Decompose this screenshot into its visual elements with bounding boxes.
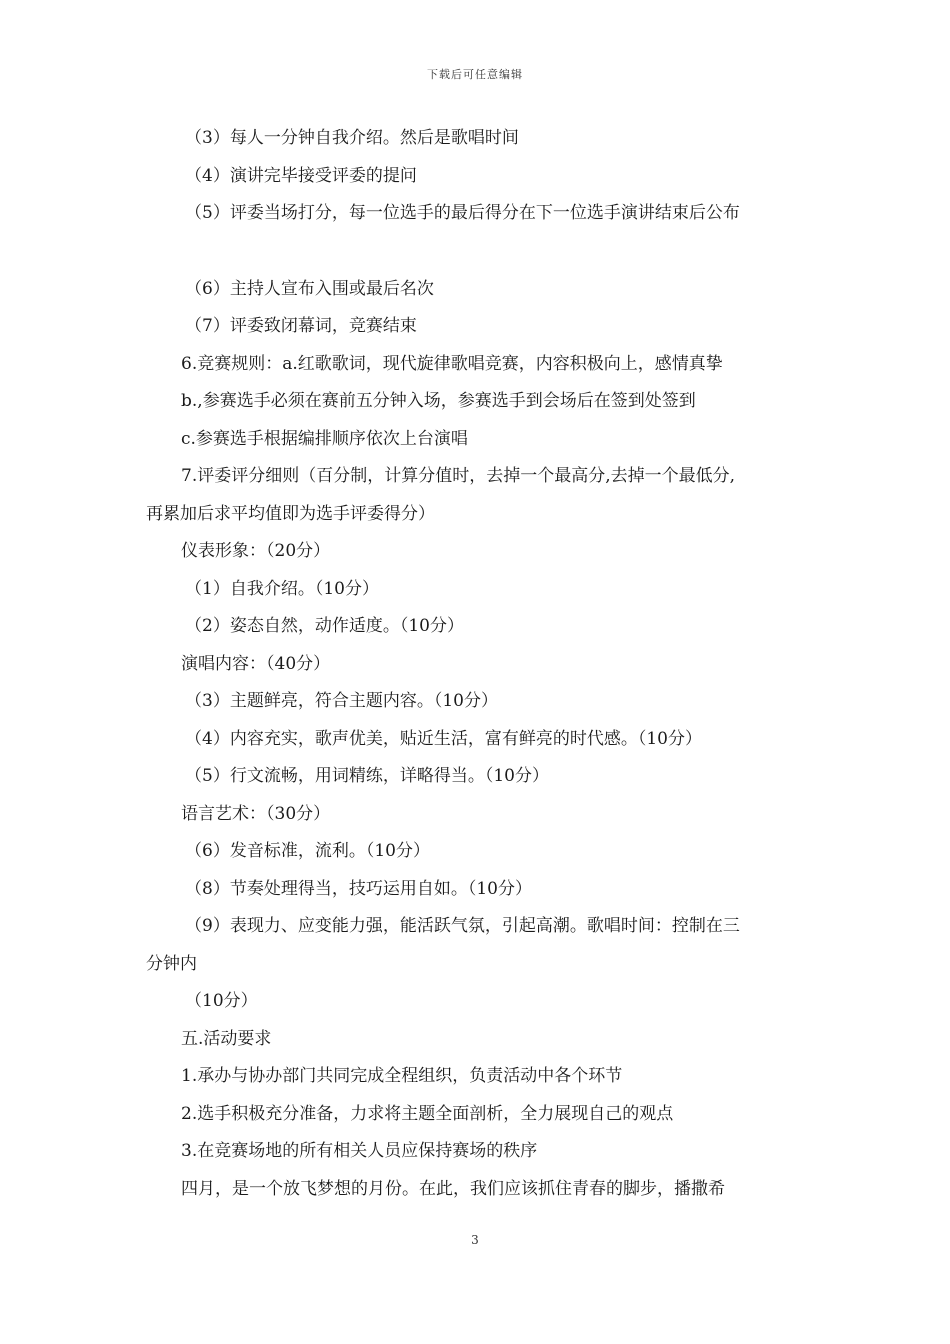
text-line: （9）表现力、应变能力强，能活跃气氛，引起高潮。歌唱时间：控制在三 — [185, 916, 740, 936]
text-line: （5）评委当场打分，每一位选手的最后得分在下一位选手演讲结束后公布 — [185, 203, 740, 223]
text-line: 2.选手积极充分准备，力求将主题全面剖析，全力展现自己的观点 — [181, 1103, 674, 1124]
text-line: c.参赛选手根据编排顺序依次上台演唱 — [181, 428, 468, 449]
text-line: （8）节奏处理得当，技巧运用自如。（10分） — [185, 878, 532, 899]
text-line: 仪表形象：（20分） — [181, 541, 331, 561]
text-line: （10分） — [185, 991, 258, 1011]
text-line: （6）发音标准，流利。（10分） — [185, 841, 430, 861]
text-line: （3）每人一分钟自我介绍。然后是歌唱时间 — [185, 128, 519, 148]
text-line: （6）主持人宣布入围或最后名次 — [185, 278, 434, 299]
text-line: （7）评委致闭幕词，竞赛结束 — [185, 316, 417, 336]
text-line: （5）行文流畅，用词精练，详略得当。（10分） — [185, 766, 549, 786]
document-body — [146, 122, 818, 1210]
text-line: （2）姿态自然，动作适度。（10分） — [185, 616, 464, 636]
paragraph-gap — [146, 235, 818, 273]
page-number: 3 — [471, 1233, 479, 1247]
text-line: （4）内容充实，歌声优美，贴近生活，富有鲜亮的时代感。（10分） — [185, 728, 702, 749]
text-line: 五.活动要求 — [181, 1028, 272, 1049]
page-header: 下载后可任意编辑 — [427, 68, 523, 81]
text-line: 分钟内 — [146, 953, 197, 974]
text-line: 6.竞赛规则：a.红歌歌词，现代旋律歌唱竞赛，内容积极向上，感情真挚 — [181, 353, 723, 374]
text-line: （4）演讲完毕接受评委的提问 — [185, 165, 417, 186]
text-line: （3）主题鲜亮，符合主题内容。（10分） — [185, 691, 498, 711]
text-line: 1.承办与协办部门共同完成全程组织，负责活动中各个环节 — [181, 1066, 623, 1086]
text-line: （1）自我介绍。（10分） — [185, 578, 379, 599]
text-line: 语言艺术：（30分） — [181, 803, 331, 824]
text-line: 四月，是一个放飞梦想的月份。在此，我们应该抓住青春的脚步，播撒希 — [181, 1178, 725, 1199]
text-line: b.,参赛选手必须在赛前五分钟入场，参赛选手到会场后在签到处签到 — [181, 391, 696, 411]
text-line: 演唱内容：（40分） — [181, 653, 331, 674]
text-line: 再累加后求平均值即为选手评委得分） — [146, 503, 435, 524]
text-line: 7.评委评分细则（百分制，计算分值时，去掉一个最高分,去掉一个最低分, — [181, 466, 736, 486]
text-line: 3.在竞赛场地的所有相关人员应保持赛场的秩序 — [181, 1141, 538, 1161]
